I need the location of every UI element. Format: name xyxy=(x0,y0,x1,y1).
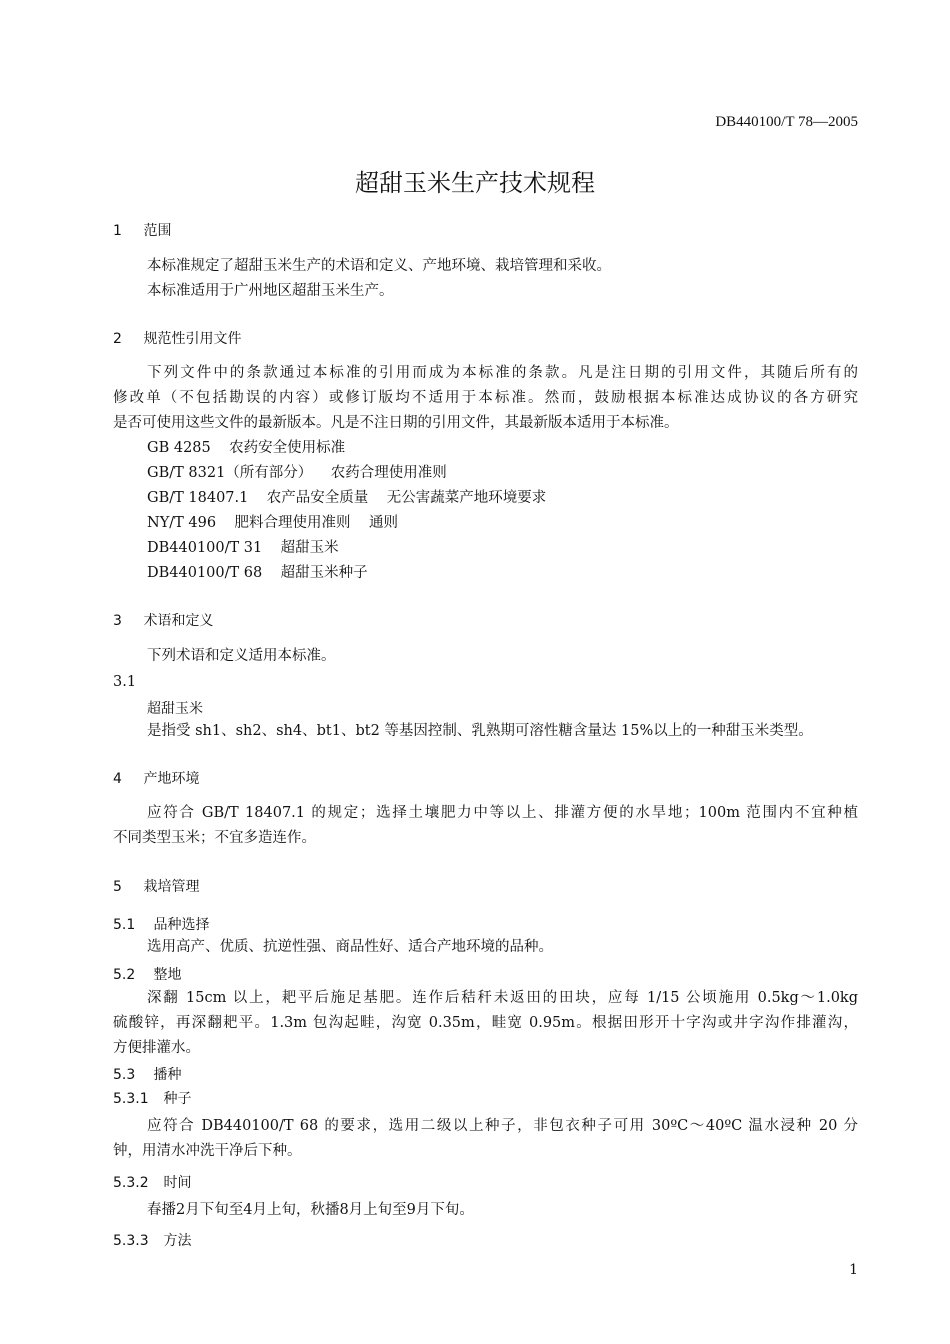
environment-paragraph xyxy=(113,801,858,851)
section-title: 产地环境 xyxy=(143,771,200,787)
subsection-title: 品种选择 xyxy=(153,917,210,933)
section-5-heading xyxy=(113,876,199,896)
land-preparation-paragraph xyxy=(113,986,858,1061)
subsection-title: 播种 xyxy=(153,1067,182,1083)
term-number: 3.1 xyxy=(113,674,137,690)
paragraph-line: 下列文件中的条款通过本标准的引用而成为本标准的条款。凡是注日期的引用文件，其随后所有的 xyxy=(147,365,858,381)
document-title: 超甜玉米生产技术规程 xyxy=(355,169,595,197)
reference-item: GB/T 8321（所有部分） 农药合理使用准则 xyxy=(147,465,447,481)
reference-item: DB440100/T 68 超甜玉米种子 xyxy=(147,565,368,581)
subsection-title: 方法 xyxy=(163,1233,192,1249)
paragraph-line: 不同类型玉米；不宜多造连作。 xyxy=(113,830,316,846)
section-1-heading xyxy=(113,220,171,240)
paragraph-line: 钟，用清水冲洗干净后下种。 xyxy=(113,1143,302,1159)
subsection-5-3-3-heading xyxy=(113,1230,191,1250)
section-4-heading xyxy=(113,768,199,788)
section-number: 2 xyxy=(113,331,122,347)
page-number: 1 xyxy=(849,1262,858,1278)
seed-paragraph xyxy=(113,1114,858,1164)
subsection-5-3-2-heading xyxy=(113,1172,191,1192)
term-definition: 是指受 sh1、sh2、sh4、bt1、bt2 等基因控制、乳熟期可溶性糖含量达 15%以上的一种甜玉米类型。 xyxy=(147,723,813,739)
variety-selection-paragraph: 选用高产、优质、抗逆性强、商品性好、适合产地环境的品种。 xyxy=(147,939,553,955)
subsection-5-3-1-heading xyxy=(113,1088,191,1108)
scope-paragraph-1: 本标准规定了超甜玉米生产的术语和定义、产地环境、栽培管理和采收。 xyxy=(147,258,611,274)
section-title: 栽培管理 xyxy=(143,879,200,895)
scope-paragraph-2: 本标准适用于广州地区超甜玉米生产。 xyxy=(147,283,394,299)
reference-item: GB/T 18407.1 农产品安全质量 无公害蔬菜产地环境要求 xyxy=(147,490,547,506)
term-name: 超甜玉米 xyxy=(147,701,203,717)
section-number: 4 xyxy=(113,771,122,787)
terms-intro: 下列术语和定义适用本标准。 xyxy=(147,648,336,664)
paragraph-line: 是否可使用这些文件的最新版本。凡是不注日期的引用文件，其最新版本适用于本标准。 xyxy=(113,415,679,431)
paragraph-line: 应符合 GB/T 18407.1 的规定；选择土壤肥力中等以上、排灌方便的水旱地；100m 范围内不宜种植 xyxy=(147,805,858,821)
subsection-number: 5.2 xyxy=(113,967,136,983)
subsection-5-1-heading xyxy=(113,914,209,934)
subsection-title: 种子 xyxy=(163,1091,192,1107)
subsection-title: 时间 xyxy=(163,1175,192,1191)
section-2-heading xyxy=(113,328,241,348)
subsection-5-3-heading xyxy=(113,1064,181,1084)
subsection-title: 整地 xyxy=(153,967,182,983)
section-title: 术语和定义 xyxy=(143,613,214,629)
section-number: 3 xyxy=(113,613,122,629)
subsection-number: 5.1 xyxy=(113,917,136,933)
section-title: 规范性引用文件 xyxy=(143,331,242,347)
document-code: DB440100/T 78—2005 xyxy=(715,114,858,130)
section-3-heading xyxy=(113,610,213,630)
normative-references-paragraph xyxy=(113,361,858,436)
reference-item: GB 4285 农药安全使用标准 xyxy=(147,440,346,456)
paragraph-line: 应符合 DB440100/T 68 的要求，选用二级以上种子，非包衣种子可用 30ºC～40ºC 温水浸种 20 分 xyxy=(147,1118,858,1134)
reference-item: NY/T 496 肥料合理使用准则 通则 xyxy=(147,515,398,531)
section-number: 1 xyxy=(113,223,122,239)
subsection-number: 5.3.2 xyxy=(113,1175,149,1191)
section-number: 5 xyxy=(113,879,122,895)
paragraph-line: 方便排灌水。 xyxy=(113,1040,200,1056)
subsection-number: 5.3.1 xyxy=(113,1091,149,1107)
reference-item: DB440100/T 31 超甜玉米 xyxy=(147,540,339,556)
sowing-time-paragraph: 春播2月下旬至4月上旬，秋播8月上旬至9月下旬。 xyxy=(147,1202,474,1218)
subsection-number: 5.3.3 xyxy=(113,1233,149,1249)
paragraph-line: 硫酸锌，再深翻耙平。1.3m 包沟起畦，沟宽 0.35m，畦宽 0.95m。根据田形开十字沟或井字沟作排灌沟， xyxy=(113,1015,858,1031)
paragraph-line: 修改单（不包括勘误的内容）或修订版均不适用于本标准。然而，鼓励根据本标准达成协议的各方研究 xyxy=(113,390,858,406)
section-title: 范围 xyxy=(143,223,172,239)
subsection-5-2-heading xyxy=(113,964,181,984)
subsection-number: 5.3 xyxy=(113,1067,136,1083)
paragraph-line: 深翻 15cm 以上，耙平后施足基肥。连作后秸秆未返田的田块，应每 1/15 公顷施用 0.5kg～1.0kg xyxy=(147,990,858,1006)
